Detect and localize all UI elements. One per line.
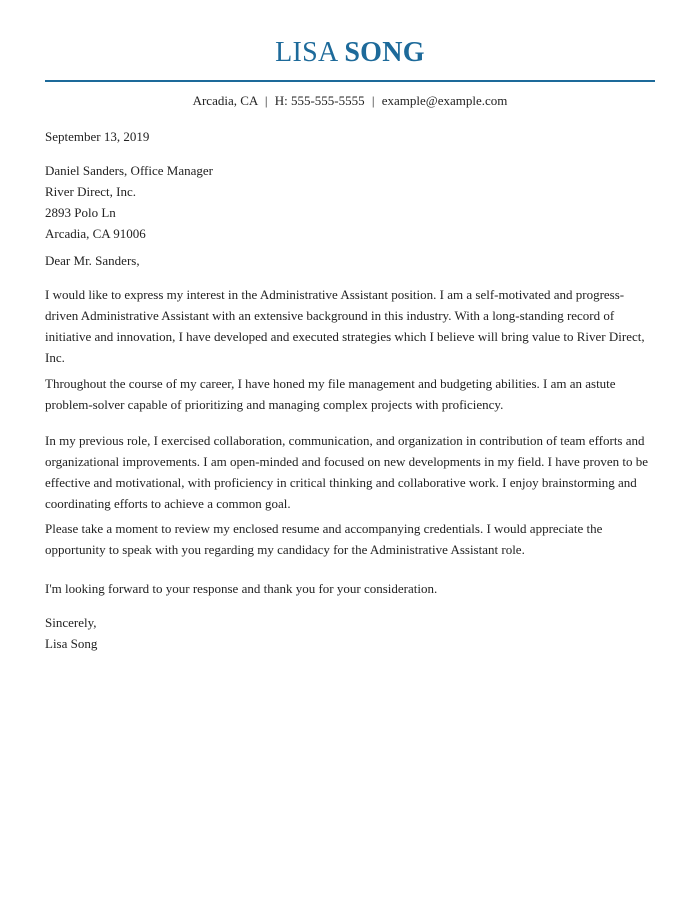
contact-separator: | (371, 93, 375, 108)
contact-info (0, 92, 700, 110)
recipient-company: River Direct, Inc. (45, 184, 136, 199)
last-name: SONG (344, 37, 425, 68)
paragraph-text: I would like to express my interest in the Administrative Assistant position. I am a self-motivated and progress-driven Administrative Assistant with an extensive background in this industry. With a long-standing record of initiative and innovation, I have developed and executed strategies which I believe will bring value to River Direct, Inc. (45, 287, 645, 365)
header-divider (45, 80, 655, 82)
letter-closing (45, 612, 657, 654)
contact-separator: | (264, 93, 268, 108)
contact-location: Arcadia, CA (192, 93, 258, 108)
paragraph-text: Please take a moment to review my enclosed resume and accompanying credentials. I would appreciate the opportunity to speak with you regarding my candidacy for the Administrative Assistant role. (45, 521, 603, 557)
body-paragraph-5 (45, 578, 657, 599)
salutation (45, 250, 657, 271)
applicant-name-heading (0, 36, 700, 70)
recipient-address (45, 160, 657, 244)
paragraph-text: I'm looking forward to your response and thank you for your consideration. (45, 581, 438, 596)
letter-date (45, 126, 657, 147)
contact-email: example@example.com (381, 93, 508, 108)
first-name: LISA (275, 37, 337, 68)
body-paragraph-1 (45, 284, 657, 368)
body-paragraph-2 (45, 373, 657, 415)
body-paragraph-4 (45, 518, 657, 560)
contact-phone: H: 555-555-5555 (274, 93, 365, 108)
recipient-street: 2893 Polo Ln (45, 205, 116, 220)
recipient-city-state-zip: Arcadia, CA 91006 (45, 226, 146, 241)
paragraph-text: In my previous role, I exercised collaboration, communication, and organization in contribution of team efforts and organizational improvements. I am open-minded and focused on new developments in my field. I have proven to be effective and motivational, with proficiency in critical thinking and collaborative work. I enjoy brainstorming and coordinating efforts to achieve a common goal. (45, 433, 649, 511)
closing-text: Sincerely, (45, 615, 97, 630)
body-paragraph-3 (45, 430, 657, 514)
paragraph-text: Throughout the course of my career, I have honed my file management and budgeting abilities. I am an astute problem-solver capable of prioritizing and managing complex projects with proficiency. (45, 376, 616, 412)
salutation-text: Dear Mr. Sanders, (45, 253, 140, 268)
recipient-name-title: Daniel Sanders, Office Manager (45, 163, 213, 178)
signature-name: Lisa Song (45, 636, 98, 651)
date-text: September 13, 2019 (45, 129, 150, 144)
